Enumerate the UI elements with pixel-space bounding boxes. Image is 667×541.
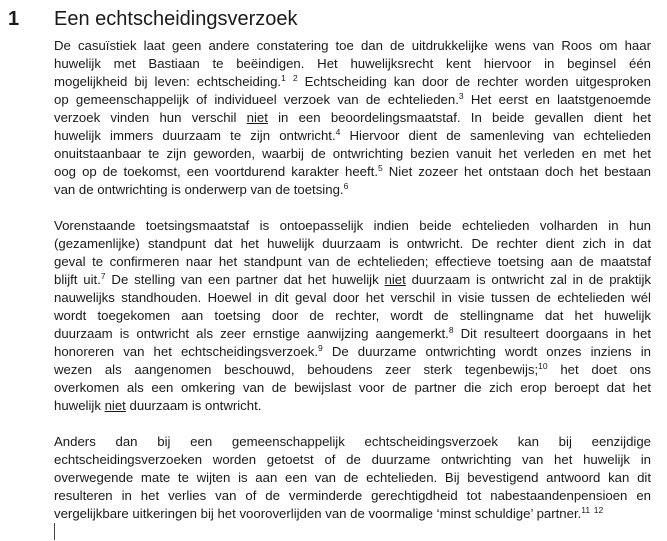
text-run: duurzaam is ontwricht als zeer ernstige aanwijzing aangemerkt. bbox=[54, 326, 449, 341]
text-line bbox=[54, 451, 651, 469]
text-run: resulteren in het verlies van of de verminderde gerechtigdheid tot nabestaandenpensioen en bbox=[54, 488, 651, 503]
text-run: nauwelijks standhouden. Hoewel in dit geval door het verschil in visie tussen de echtelieden wél bbox=[54, 290, 651, 305]
paragraph[interactable] bbox=[54, 37, 651, 199]
footnote-ref[interactable]: 12 bbox=[593, 505, 604, 515]
text-line bbox=[54, 361, 651, 379]
text-line bbox=[54, 181, 651, 199]
text-run: overkomen als een omkering van de bewijslast voor de partner die zich erop beroept dat het bbox=[54, 380, 651, 395]
paragraph[interactable] bbox=[54, 217, 651, 415]
text-line bbox=[54, 505, 651, 523]
text-line bbox=[54, 343, 651, 361]
text-line bbox=[54, 91, 651, 109]
text-line bbox=[54, 55, 651, 73]
text-run: in een beoordelingsmaatstaf. In beide gevallen dient het bbox=[267, 110, 651, 125]
underlined-text: niet bbox=[384, 272, 406, 287]
text-line bbox=[54, 325, 651, 343]
underlined-text: niet bbox=[104, 398, 126, 413]
text-line bbox=[54, 109, 651, 127]
footnote-ref[interactable]: 1 bbox=[281, 73, 286, 83]
text-line bbox=[54, 397, 651, 415]
footnote-ref[interactable]: 4 bbox=[335, 127, 341, 137]
text-run: Vorenstaande toetsingsmaatstaf is ontoepasselijk indien beide echtelieden volharden in hun bbox=[54, 218, 651, 233]
text-line bbox=[54, 487, 651, 505]
text-run: (gezamenlijke) standpunt dat het huwelijk duurzaam is ontwricht. De rechter dient zich in dat bbox=[54, 236, 651, 251]
text-run: duurzaam is ontwricht. bbox=[125, 398, 262, 413]
text-run: van de ontwrichting is onderwerp van de toetsing. bbox=[54, 182, 344, 197]
text-line bbox=[54, 379, 651, 397]
text-run: huwelijk immers duurzaam te zijn ontwricht. bbox=[54, 128, 336, 143]
underlined-text: niet bbox=[246, 110, 268, 125]
text-run: De stelling van een partner dat het huwelijk bbox=[105, 272, 385, 287]
text-cursor bbox=[54, 523, 55, 540]
text-line bbox=[54, 253, 651, 271]
text-line bbox=[54, 307, 651, 325]
paragraph[interactable] bbox=[54, 433, 651, 523]
text-run: mogelijkheid bij leven: echtscheiding. bbox=[54, 74, 282, 89]
text-line bbox=[54, 469, 651, 487]
text-run: oog op de toekomst, een voortdurend karakter heeft. bbox=[54, 164, 378, 179]
text-run: op gemeenschappelijk of individueel verzoek van de echtelieden. bbox=[54, 92, 459, 107]
text-run: geval te confirmeren naar het standpunt van de echtelieden; effectieve toetsing aan de maatstaf bbox=[54, 254, 651, 269]
document-body[interactable] bbox=[54, 37, 651, 541]
text-line bbox=[54, 73, 651, 91]
footnote-ref[interactable]: 11 bbox=[581, 505, 591, 515]
text-run: onuitstaanbaar te zijn geworden, waarbij de ontwrichting bezien vanuit het verleden en met het bbox=[54, 146, 651, 161]
footnote-ref[interactable]: 3 bbox=[458, 91, 464, 101]
text-run bbox=[286, 74, 293, 89]
footnote-ref[interactable]: 6 bbox=[343, 181, 349, 191]
text-run: het doet ons bbox=[547, 362, 651, 377]
text-run: De duurzame ontwrichting wordt onzes inziens in bbox=[322, 344, 651, 359]
footnote-ref[interactable]: 5 bbox=[377, 163, 383, 173]
text-run: Echtscheiding kan door de rechter worden uitgesproken bbox=[297, 74, 651, 89]
text-run: huwelijk met Bastiaan te beëindigen. Het huwelijksrecht kent hiervoor in beginsel één bbox=[54, 56, 651, 71]
text-line bbox=[54, 217, 651, 235]
text-run: overwegende mate te wijten is aan een van de echtelieden. Bij bevestigend antwoord kan dit bbox=[54, 470, 651, 485]
footnote-ref[interactable]: 8 bbox=[448, 325, 454, 335]
text-run: Niet zozeer het ontstaan doch het bestaan bbox=[382, 164, 651, 179]
text-run: De casuïstiek laat geen andere constatering toe dan de uitdrukkelijke wens van Roos om haar bbox=[54, 38, 651, 53]
heading-number: 1 bbox=[8, 8, 20, 30]
text-line bbox=[54, 271, 651, 289]
text-run: blijft uit. bbox=[54, 272, 101, 287]
text-run: Hiervoor dient de samenleving van echtelieden bbox=[340, 128, 652, 143]
text-line bbox=[54, 289, 651, 307]
footnote-ref[interactable]: 7 bbox=[100, 271, 106, 281]
text-line bbox=[54, 235, 651, 253]
text-line bbox=[54, 37, 651, 55]
heading-title: Een echtscheidingsverzoek bbox=[54, 8, 298, 30]
text-line bbox=[54, 145, 651, 163]
text-line bbox=[54, 127, 651, 145]
text-run: Anders dan bij een gemeenschappelijk echtscheidingsverzoek kan bij eenzijdige bbox=[54, 434, 651, 449]
text-run: echtscheidingsverzoeken worden getoetst of de duurzame ontwrichting van het huwelijk in bbox=[54, 452, 651, 467]
text-line bbox=[54, 163, 651, 181]
text-run: verzoek vinden hun verschil bbox=[54, 110, 247, 125]
text-line bbox=[54, 433, 651, 451]
text-run: vergelijkbare uitkeringen bij het vooroverlijden van de voormalige ‘minst schuldige’ partner. bbox=[54, 506, 582, 521]
text-run: wezen als aangenomen beschouwd, behoudens zeer sterk tegenbewijs; bbox=[54, 362, 539, 377]
text-run: huwelijk bbox=[54, 398, 105, 413]
footnote-ref[interactable]: 10 bbox=[538, 361, 548, 371]
text-run: Het eerst en laatstgenoemde bbox=[463, 92, 651, 107]
footnote-ref[interactable]: 9 bbox=[318, 343, 323, 353]
text-run: duurzaam is ontwricht zal in de praktijk bbox=[405, 272, 651, 287]
text-run: honoreren van het echtscheidingsverzoek. bbox=[54, 344, 319, 359]
footnote-ref[interactable]: 2 bbox=[292, 73, 298, 83]
text-run: Dit resulteert doorgaans in het bbox=[453, 326, 651, 341]
text-run: wordt toegekomen aan toetsing door de rechter, wordt de stellingname dat het huwelijk bbox=[54, 308, 651, 323]
